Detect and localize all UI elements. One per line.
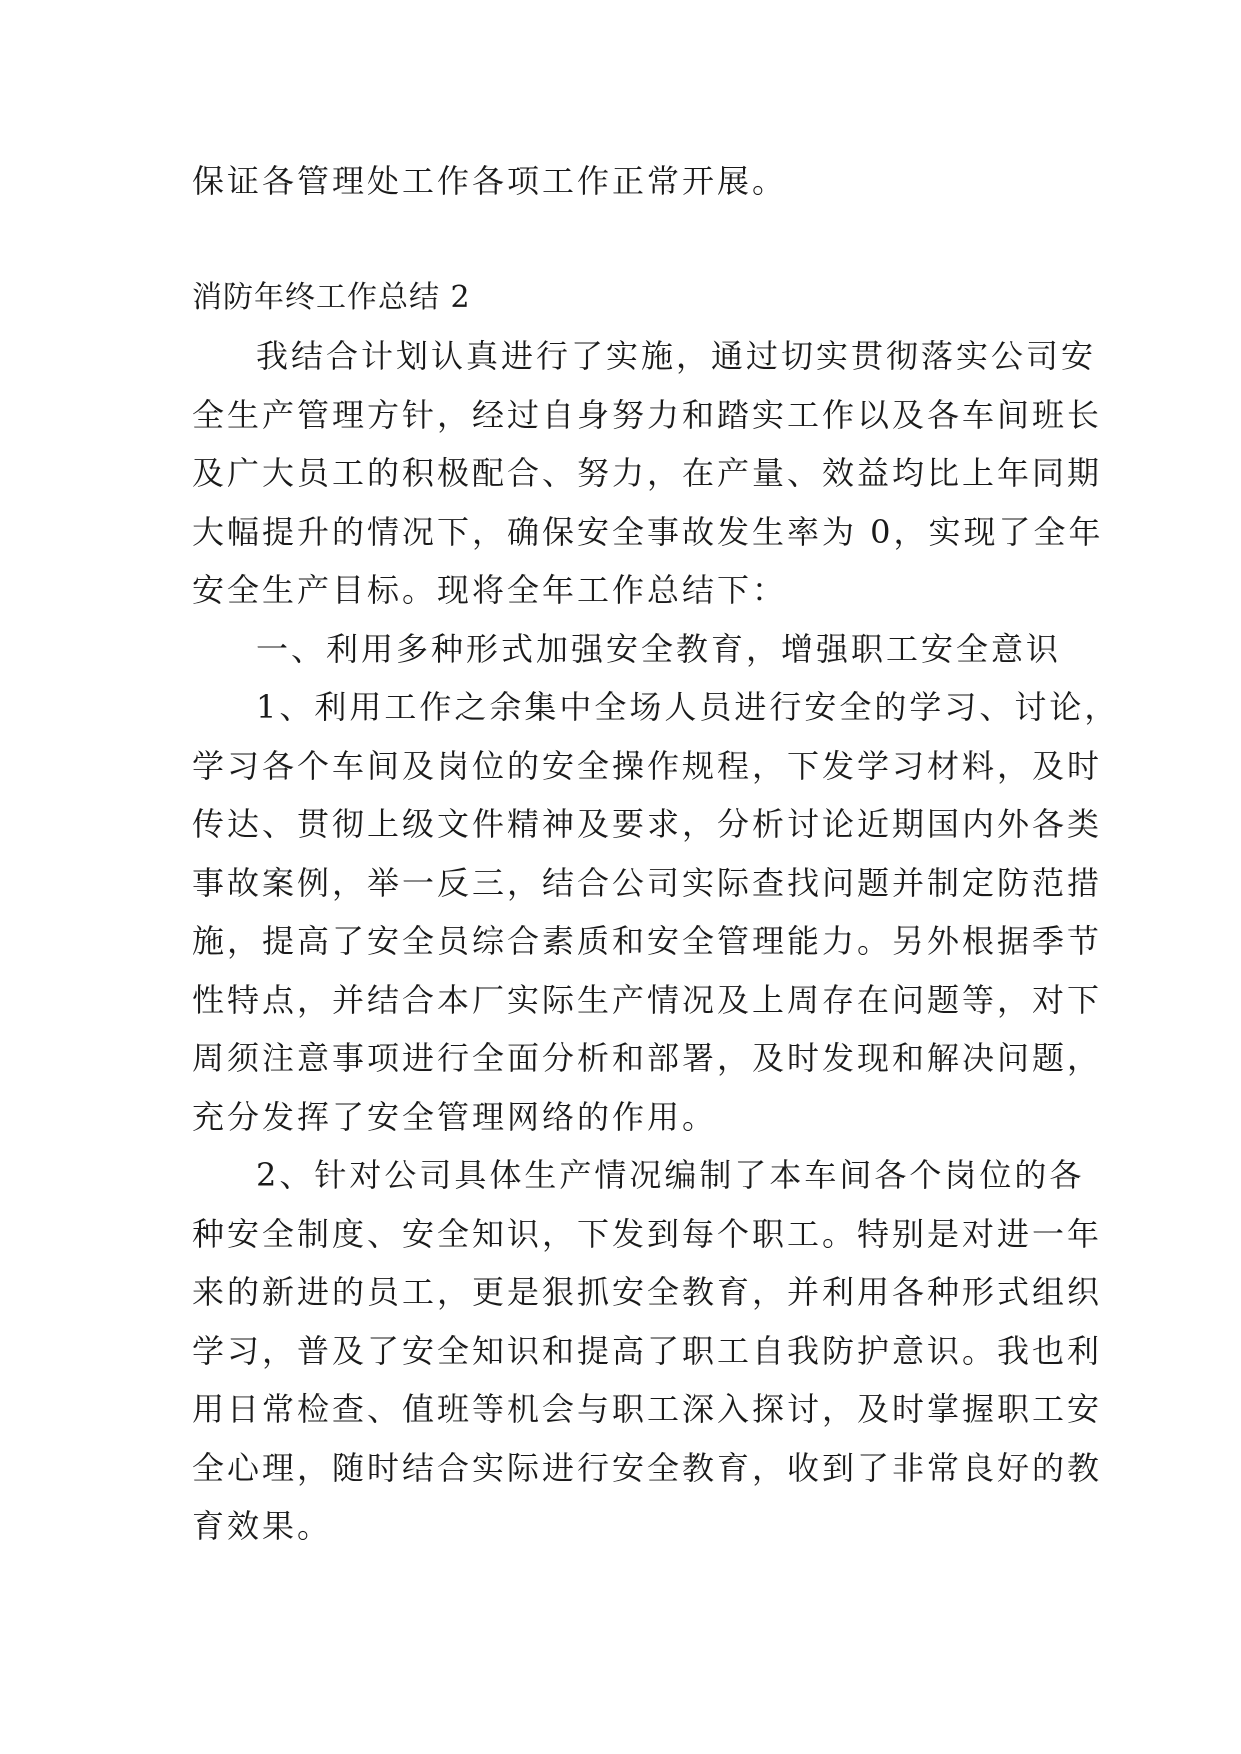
paragraph-line: 1、利用工作之余集中全场人员进行安全的学习、讨论，	[256, 688, 1120, 726]
document-body	[192, 152, 1120, 1556]
paragraph-line: 2、针对公司具体生产情况编制了本车间各个岗位的各	[256, 1156, 1085, 1194]
paragraph-line: 传达、贯彻上级文件精神及要求，分析讨论近期国内外各类	[192, 805, 1103, 843]
paragraph-line: 安全生产目标。现将全年工作总结下：	[192, 571, 788, 609]
paragraph-line: 我结合计划认真进行了实施，通过切实贯彻落实公司安	[256, 337, 1097, 375]
paragraph-line: 及广大员工的积极配合、努力，在产量、效益均比上年同期	[192, 454, 1103, 492]
paragraph-line: 事故案例，举一反三，结合公司实际查找问题并制定防范措	[192, 863, 1103, 902]
paragraph-line: 学习，普及了安全知识和提高了职工自我防护意识。我也利	[192, 1331, 1103, 1370]
lead-line: 保证各管理处工作各项工作正常开展。	[192, 162, 788, 200]
section-heading: 一、利用多种形式加强安全教育，增强职工安全意识	[256, 629, 1062, 668]
paragraph-line: 来的新进的员工，更是狠抓安全教育，并利用各种形式组织	[192, 1273, 1103, 1311]
paragraph-line: 学习各个车间及岗位的安全操作规程，下发学习材料，及时	[192, 746, 1103, 785]
paragraph-line: 充分发挥了安全管理网络的作用。	[192, 1097, 718, 1136]
paragraph-line: 种安全制度、安全知识，下发到每个职工。特别是对进一年	[192, 1214, 1103, 1253]
paragraph-line: 育效果。	[192, 1507, 333, 1545]
paragraph-line: 周须注意事项进行全面分析和部署，及时发现和解决问题，	[192, 1039, 1103, 1077]
paragraph-line: 用日常检查、值班等机会与职工深入探讨，及时掌握职工安	[192, 1390, 1103, 1428]
paragraph-line: 全心理，随时结合实际进行安全教育，收到了非常良好的教	[192, 1448, 1103, 1487]
paragraph-line: 性特点，并结合本厂实际生产情况及上周存在问题等，对下	[192, 980, 1103, 1019]
paragraph-line: 大幅提升的情况下，确保安全事故发生率为 0，实现了全年	[192, 512, 1104, 551]
paragraph-line: 施，提高了安全员综合素质和安全管理能力。另外根据季节	[192, 922, 1103, 960]
paragraph-line: 全生产管理方针，经过自身努力和踏实工作以及各车间班长	[192, 395, 1103, 434]
section-title: 消防年终工作总结 2	[192, 279, 471, 315]
